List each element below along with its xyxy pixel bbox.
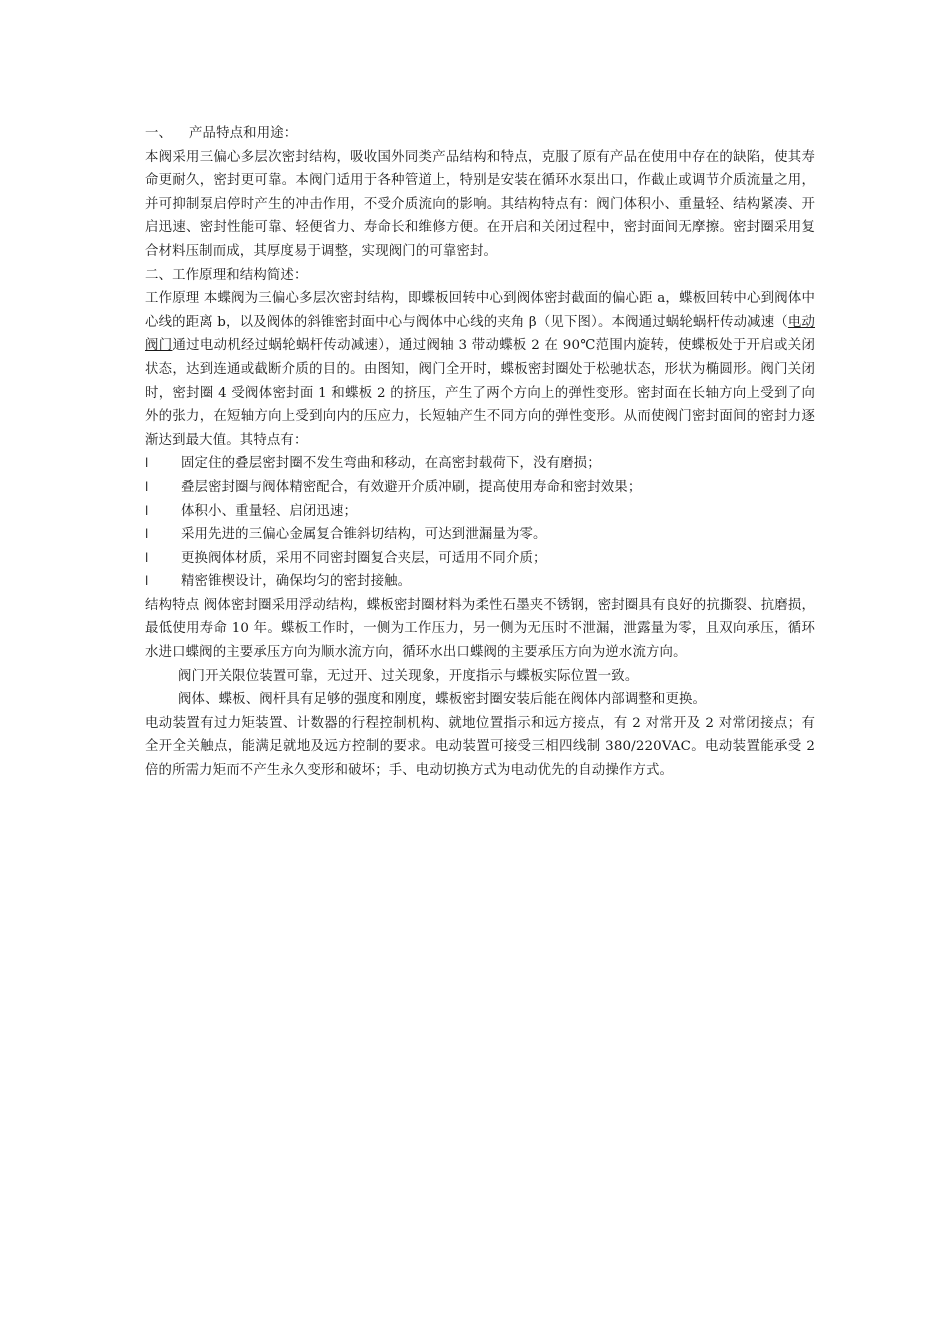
list-item-text: 采用先进的三偏心金属复合锥斜切结构，可达到泄漏量为零。 [181, 527, 547, 543]
list-item-text: 精密锥楔设计，确保均匀的密封接触。 [181, 574, 412, 590]
electric-valve-link[interactable]: 电动阀门 [145, 314, 815, 354]
rigidity-paragraph: 阀体、蝶板、阀杆具有足够的强度和刚度，蝶板密封圈安装后能在阀体内部调整和更换。 [178, 692, 707, 708]
bullet-marker: l [145, 503, 149, 518]
list-item [145, 547, 815, 571]
list-item [145, 570, 815, 594]
list-item [145, 500, 815, 524]
bullet-marker: l [145, 456, 149, 471]
list-item-text: 固定住的叠层密封圈不发生弯曲和移动，在高密封载荷下，没有磨损； [181, 456, 601, 472]
bullet-marker: l [145, 479, 149, 494]
list-item [145, 523, 815, 547]
list-item-text: 体积小、重量轻、启闭迅速； [181, 503, 358, 519]
list-item-text: 更换阀体材质，采用不同密封圈复合夹层，可适用不同介质； [181, 550, 547, 566]
section-1-heading [145, 122, 815, 146]
section-1-paragraph: 本阀采用三偏心多层次密封结构，吸收国外同类产品结构和特点，克服了原有产品在使用中存在的缺陷，使其寿命更耐久，密封更可靠。本阀门适用于各种管道上，特别是安装在循环水泵出口，作截止或调节介质流量之用，并可抑制泵启停时产生的冲击作用，不受介质流向的影响。其结构特点有：阀门体积小、重量轻、结构紧凑、开启迅速、密封性能可靠、轻便省力、寿命长和维修方便。在开启和关闭过程中，密封面间无摩擦。密封圈采用复合材料压制而成，其厚度易于调整，实现阀门的可靠密封。 [145, 149, 815, 259]
working-principle-text-1: 工作原理 本蝶阀为三偏心多层次密封结构，即蝶板回转中心到阀体密封截面的偏心距 a，蝶板回转中心到阀体中心线的距离 b，以及阀体的斜锥密封面中心与阀体中心线的夹角 β（见下图）。本阀通过蜗轮蜗杆传动减速（ [145, 291, 815, 330]
structure-features-paragraph: 结构特点 阀体密封圈采用浮动结构，蝶板密封圈材料为柔性石墨夹不锈钢，密封圈具有良好的抗撕裂、抗磨损，最低使用寿命 10 年。蝶板工作时，一侧为工作压力，另一侧为无压时不泄漏，泄露量为零，且双向承压，循环水进口蝶阀的主要承压方向为顺水流方向，循环水出口蝶阀的主要承压方向为逆水流方向。 [145, 597, 815, 661]
bullet-marker: l [145, 527, 149, 542]
working-principle-paragraph [145, 287, 815, 452]
section-2-heading: 二、工作原理和结构简述： [145, 267, 308, 283]
section-1-number: 一、 [145, 126, 173, 141]
list-item [145, 452, 815, 476]
bullet-marker: l [145, 550, 149, 565]
limit-device-paragraph: 阀门开关限位装置可靠，无过开、过关现象，开度指示与蝶板实际位置一致。 [178, 668, 639, 684]
bullet-marker: l [145, 574, 149, 589]
working-principle-text-2: 通过电动机经过蜗轮蜗杆传动减速），通过阀轴 3 带动蝶板 2 在 90℃范围内旋转，使蝶板处于开启或关闭状态，达到连通或截断介质的目的。由图知，阀门全开时，蝶板密封圈处于松驰状态，形状为椭圆形。阀门关闭时，密封圈 4 受阀体密封面 1 和蝶板 2 的挤压，产生了两个方向上的弹性变形。密封面在长轴方向上受到了向外的张力，在短轴方向上受到向内的压应力，长短轴产生不同方向的弹性变形。从而使阀门密封面间的密封力逐渐达到最大值。其特点有： [145, 338, 815, 448]
section-1-title: 产品特点和用途： [189, 126, 298, 141]
features-list [145, 452, 815, 594]
electric-device-paragraph: 电动装置有过力矩装置、计数器的行程控制机构、就地位置指示和远方接点，有 2 对常开及 2 对常闭接点；有全开全关触点，能满足就地及远方控制的要求。电动装置可接受三相四线制 380/220VAC。电动装置能承受 2 倍的所需力矩而不产生永久变形和破坏；手、电动切换方式为电动优先的自动操作方式。 [145, 715, 815, 779]
list-item [145, 476, 815, 500]
document-body [145, 122, 815, 783]
list-item-text: 叠层密封圈与阀体精密配合，有效避开介质冲刷，提高使用寿命和密封效果； [181, 479, 642, 495]
